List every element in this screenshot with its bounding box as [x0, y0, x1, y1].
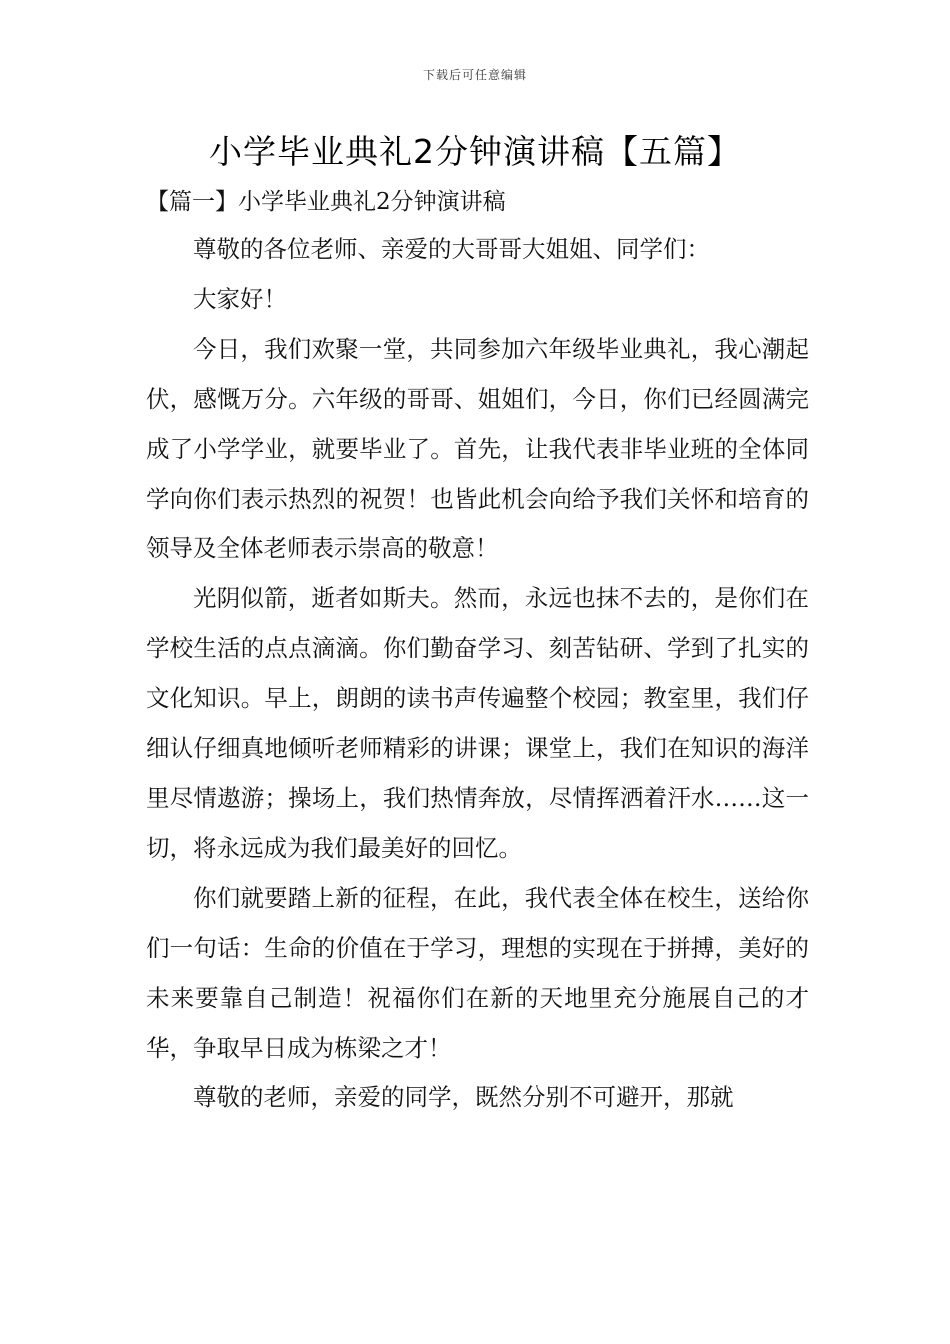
section-heading: 【篇一】小学毕业典礼2分钟演讲稿 [146, 189, 506, 215]
paragraph-greeting: 大家好！ [193, 284, 287, 313]
paragraph: 光阴似箭，逝者如斯夫。然而，永远也抹不去的，是你们在学校生活的点点滴滴。你们勤奋学习、刻苦钻研、学到了扎实的文化知识。早上，朗朗的读书声传遍整个校园；教室里，我们仔细认仔细真地倾听老师精彩的讲课；课堂上，我们在知识的海洋里尽情遨游；操场上，我们热情奔放，尽情挥洒着汗水……这一切，将永远成为我们最美好的回忆。 [146, 584, 809, 862]
paragraph-salutation: 尊敬的各位老师、亲爱的大哥哥大姐姐、同学们： [193, 235, 710, 263]
body-text [146, 225, 809, 1123]
paragraph: 尊敬的老师，亲爱的同学，既然分别不可避开，那就 [193, 1083, 734, 1112]
document-title: 小学毕业典礼2分钟演讲稿【五篇】 [209, 132, 741, 171]
paragraph: 你们就要踏上新的征程，在此，我代表全体在校生，送给你们一句话：生命的价值在于学习，理想的实现在于拼搏，美好的未来要靠自己制造！祝福你们在新的天地里充分施展自己的才华，争取早日成为栋梁之才！ [146, 883, 809, 1062]
paragraph: 今日，我们欢聚一堂，共同参加六年级毕业典礼，我心潮起伏，感慨万分。六年级的哥哥、姐姐们，今日，你们已经圆满完成了小学学业，就要毕业了。首先，让我代表非毕业班的全体同学向你们表示热烈的祝贺！也皆此机会向给予我们关怀和培育的领导及全体老师表示崇高的敬意！ [146, 334, 809, 563]
header-note: 下载后可任意编辑 [422, 68, 527, 82]
